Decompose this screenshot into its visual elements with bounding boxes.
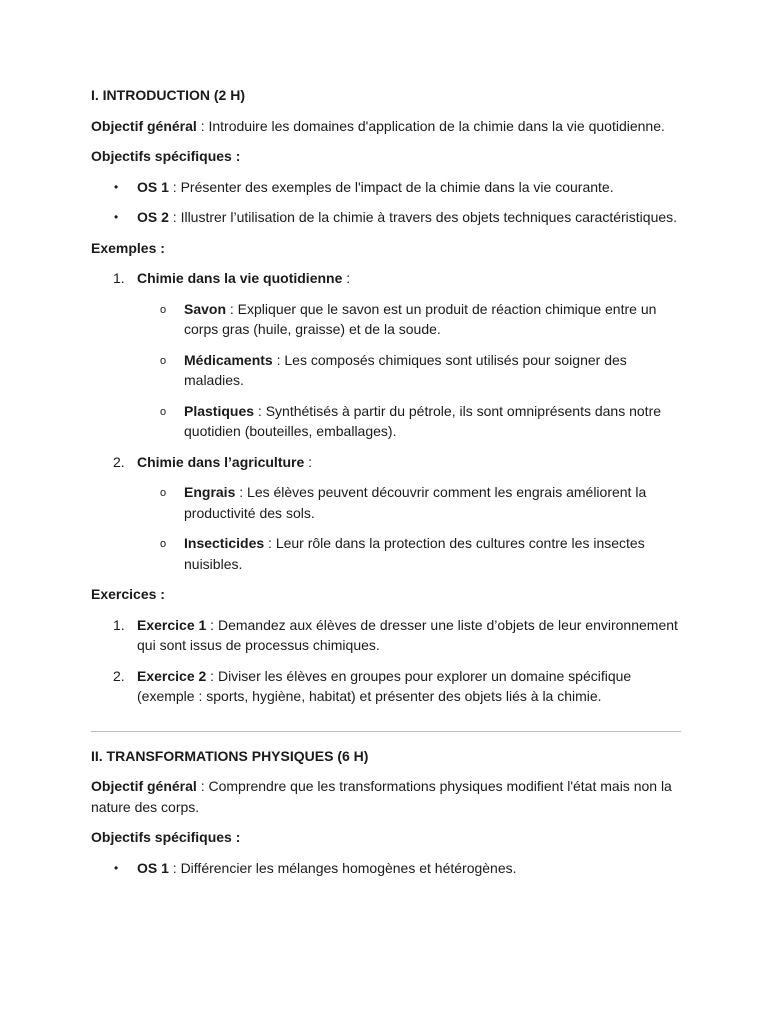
list-item: • OS 1 : Différencier les mélanges homogènes et hétérogènes.: [91, 858, 681, 879]
section1-objectif-general: [91, 116, 681, 137]
list-item: 1. Exercice 1 : Demandez aux élèves de dresser une liste d’objets de leur environnement qui sont issus de processus chimiques.: [113, 616, 678, 653]
number-marker: 2.: [113, 667, 125, 684]
list-item: 2. Exercice 2 : Diviser les élèves en groupes pour explorer un domaine spécifique (exemple : sports, hygiène, habitat) et présenter des objets liés à la chimie.: [113, 667, 632, 704]
list-item: o Insecticides : Leur rôle dans la protection des cultures contre les insectes nuisibles.: [160, 535, 645, 572]
section1-os-list: [91, 177, 681, 228]
exercices-list: [91, 615, 681, 707]
section2-title: II. TRANSFORMATIONS PHYSIQUES (6 H): [91, 747, 369, 764]
bullet-marker: •: [114, 860, 119, 875]
section2-os-list: [91, 858, 681, 879]
circle-marker: o: [160, 405, 167, 418]
exemples-list: [91, 268, 681, 574]
bullet-marker: •: [114, 179, 119, 194]
circle-marker: o: [160, 487, 167, 499]
objectif-label: Objectif général: [91, 117, 197, 134]
objectif-text: : Comprendre que les transformations physiques modifient l'état mais non la nature des corps.: [91, 778, 672, 815]
list-item: o Engrais : Les élèves peuvent découvrir comment les engrais améliorent la productivité des sols.: [160, 484, 647, 521]
section1-title: I. INTRODUCTION (2 H): [91, 87, 245, 103]
list-item: o Médicaments : Les composés chimiques sont utilisés pour soigner des maladies.: [160, 351, 627, 388]
list-item: o Savon : Expliquer que le savon est un produit de réaction chimique entre un corps gras (huile, graisse) et de la soude.: [160, 300, 657, 337]
section1-specifiques-label: Objectifs spécifiques :: [91, 148, 241, 164]
bullet-marker: •: [114, 210, 119, 224]
section2-specifiques-label: Objectifs spécifiques :: [91, 829, 241, 845]
exercices-label: Exercices :: [91, 586, 165, 602]
exemples-label: Exemples :: [91, 239, 165, 256]
document-page: [91, 85, 681, 888]
list-item: 2. Chimie dans l’agriculture :: [91, 452, 681, 473]
section2-objectif-general: [91, 776, 681, 817]
objectif-text: : Introduire les domaines d'application de la chimie dans la vie quotidienne.: [196, 117, 665, 134]
circle-marker: o: [160, 538, 167, 550]
section-divider: [91, 731, 681, 732]
number-marker: 1.: [113, 616, 125, 633]
circle-marker: o: [160, 303, 167, 316]
number-marker: 2.: [113, 453, 125, 470]
list-item: 1. Chimie dans la vie quotidienne :: [91, 268, 681, 289]
list-item: • OS 2 : Illustrer l’utilisation de la chimie à travers des objets techniques caractéristiques.: [91, 207, 681, 228]
number-marker: 1.: [113, 270, 125, 286]
objectif-label: Objectif général: [91, 778, 197, 794]
list-item: o Plastiques : Synthétisés à partir du pétrole, ils sont omniprésents dans notre quotidien (bouteilles, emballages).: [160, 402, 662, 439]
list-item: • OS 1 : Présenter des exemples de l'impact de la chimie dans la vie courante.: [91, 177, 681, 198]
circle-marker: o: [160, 354, 167, 367]
